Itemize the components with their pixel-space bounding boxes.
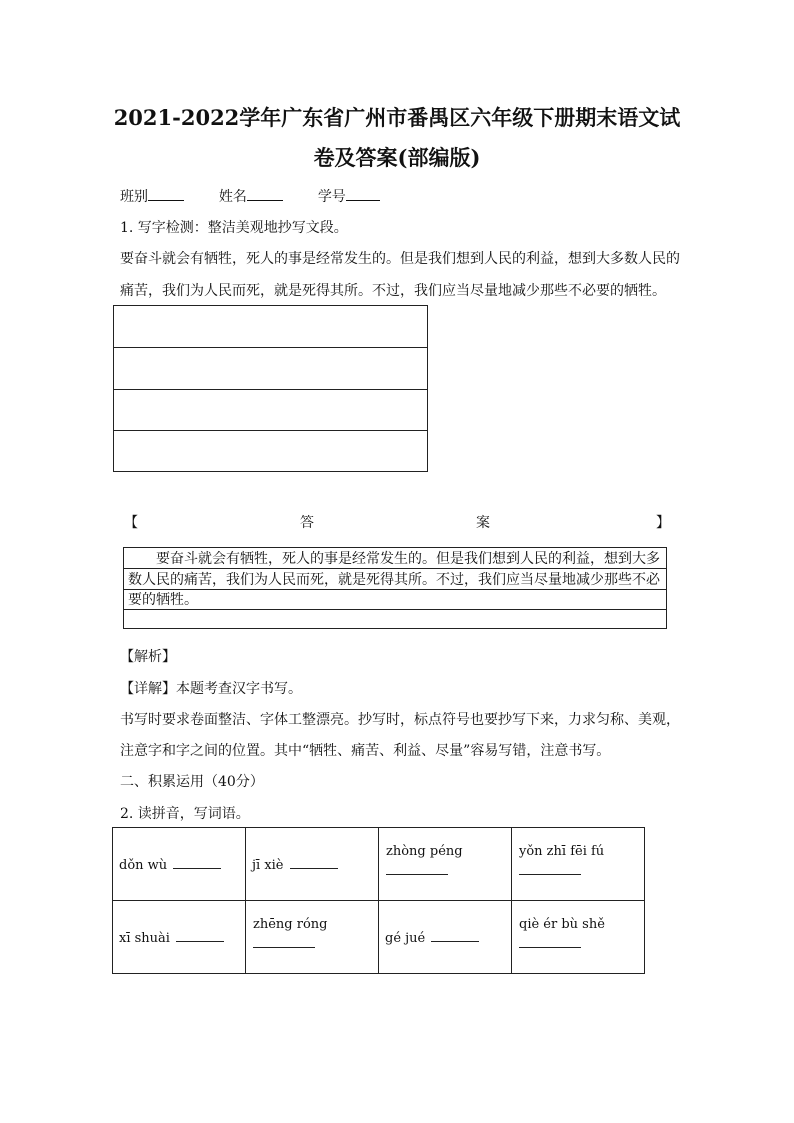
pinyin-text: gé jué — [385, 930, 426, 946]
exam-title-line-1: 2021-2022学年广东省广州市番禺区六年级下册期末语文试 — [113, 105, 681, 130]
answer-blank[interactable] — [519, 874, 581, 875]
pinyin-cell[interactable] — [512, 901, 645, 974]
answer-box — [123, 547, 667, 629]
q1-heading: 1. 写字检测：整洁美观地抄写文段。 — [120, 220, 348, 236]
student-id-blank[interactable] — [346, 186, 380, 201]
student-id-label: 学号 — [317, 189, 346, 205]
answer-blank[interactable] — [519, 947, 581, 948]
pinyin-cell[interactable] — [512, 828, 645, 901]
name-label: 姓名 — [218, 189, 247, 205]
answer-heading — [120, 512, 674, 530]
analysis-label: 【解析】 — [120, 649, 176, 665]
answer-blank[interactable] — [290, 856, 338, 869]
q2-heading: 2. 读拼音，写词语。 — [120, 806, 250, 822]
pinyin-text: qiè ér bù shě — [519, 917, 605, 932]
student-info-row — [120, 186, 380, 206]
name-blank[interactable] — [247, 186, 283, 201]
writing-row[interactable] — [114, 348, 427, 390]
pinyin-text: dǒn wù — [119, 857, 168, 873]
pinyin-table — [112, 827, 645, 974]
writing-row[interactable] — [114, 306, 427, 348]
pinyin-cell[interactable] — [246, 828, 379, 901]
answer-blank[interactable] — [176, 929, 224, 942]
answer-char-2: 案 — [476, 515, 490, 531]
analysis-detail: 【详解】本题考查汉字书写。 — [120, 681, 302, 697]
pinyin-text: jī xiè — [252, 857, 284, 873]
copy-writing-grid[interactable] — [113, 305, 428, 472]
analysis-line-2: 注意字和字之间的位置。其中“牺牲、痛苦、利益、尽量”容易写错，注意书写。 — [120, 743, 611, 759]
q1-passage-line-1: 要奋斗就会有牺牲，死人的事是经常发生的。但是我们想到人民的利益，想到大多数人民的 — [120, 251, 680, 267]
writing-row[interactable] — [114, 431, 427, 473]
pinyin-cell[interactable] — [246, 901, 379, 974]
class-label: 班别 — [120, 189, 148, 205]
pinyin-cell[interactable] — [113, 901, 246, 974]
writing-row[interactable] — [114, 390, 427, 432]
pinyin-text: xī shuài — [119, 930, 170, 946]
pinyin-cell[interactable] — [379, 828, 512, 901]
class-blank[interactable] — [148, 186, 184, 201]
answer-blank[interactable] — [173, 856, 221, 869]
answer-blank[interactable] — [431, 929, 479, 942]
answer-bracket-left: 【 — [124, 515, 138, 531]
pinyin-cell[interactable] — [113, 828, 246, 901]
q1-passage-line-2: 痛苦，我们为人民而死，就是死得其所。不过，我们应当尽量地减少那些不必要的牺牲。 — [120, 283, 666, 299]
answer-char-1: 答 — [300, 515, 314, 531]
section-2-heading: 二、积累运用（40分） — [120, 774, 264, 790]
answer-bracket-right: 】 — [656, 515, 670, 531]
answer-blank[interactable] — [253, 947, 315, 948]
answer-text: 要奋斗就会有牺牲，死人的事是经常发生的。但是我们想到人民的利益，想到大多数人民的痛苦，我们为人民而死，就是死得其所。不过，我们应当尽量地减少那些不必要的牺牲。 — [128, 551, 660, 608]
analysis-line-1: 书写时要求卷面整洁、字体工整漂亮。抄写时，标点符号也要抄写下来，力求匀称、美观， — [120, 712, 680, 728]
pinyin-text: yǒn zhī fēi fú — [519, 844, 605, 859]
pinyin-text: zhēng róng — [253, 917, 328, 932]
answer-blank[interactable] — [386, 874, 448, 875]
exam-title-line-2: 卷及答案(部编版) — [313, 145, 481, 170]
pinyin-cell[interactable] — [379, 901, 512, 974]
pinyin-text: zhòng péng — [386, 844, 463, 859]
